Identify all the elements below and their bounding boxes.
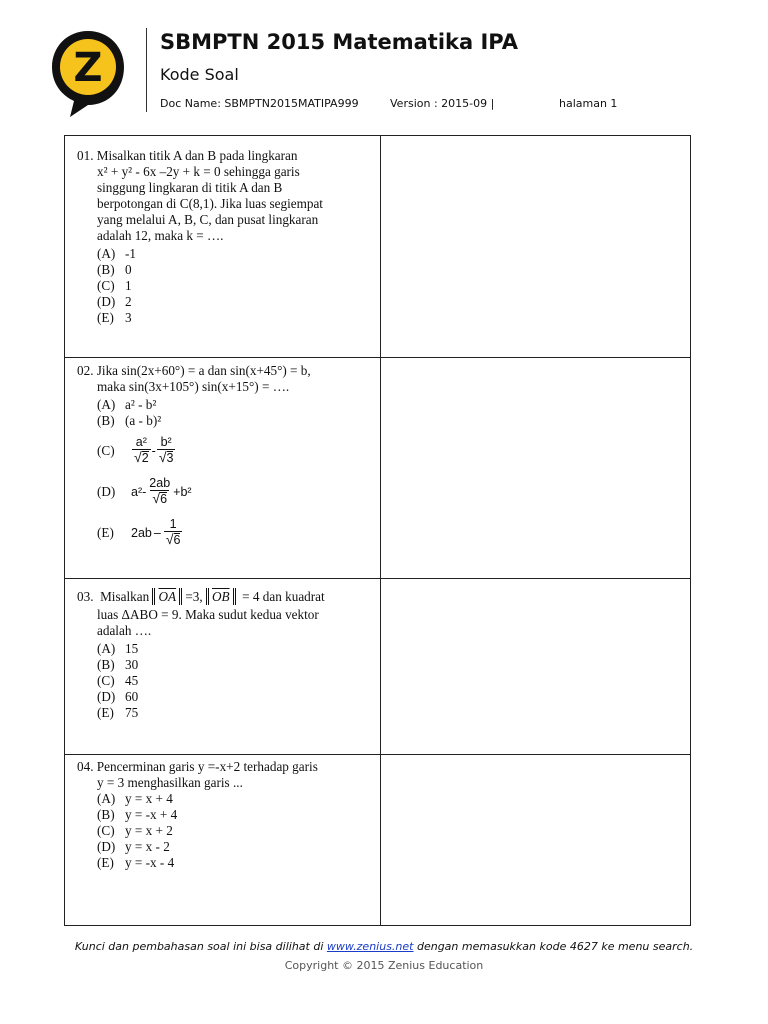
answer-option-e: (E) 75 xyxy=(97,705,139,720)
answer-option-b: (B) (a - b)² xyxy=(97,413,162,428)
question-number: 02. xyxy=(77,363,94,378)
row-divider xyxy=(65,578,690,579)
question-line: luas ΔABO = 9. Maka sudut kedua vektor xyxy=(97,607,319,622)
answer-option-a: (A) 15 xyxy=(97,641,139,656)
question-line: Pencerminan garis y =-x+2 terhadap garis xyxy=(96,759,318,774)
answer-option-e: (E) 2ab – 1 √ 6 xyxy=(97,517,181,547)
answer-option-e: (E) y = -x - 4 xyxy=(97,855,175,870)
footer-note: Kunci dan pembahasan soal ini bisa dilihat di www.zenius.net dengan memasukkan kode 4627 ke menu search. xyxy=(74,940,694,953)
zenius-logo-icon xyxy=(48,27,128,119)
question-02 xyxy=(77,363,367,548)
answer-option-a: (A) -1 xyxy=(97,246,136,261)
question-number: 01. xyxy=(77,148,94,163)
answer-option-d: (D) y = x - 2 xyxy=(97,839,170,854)
fraction: 1 √ 6 xyxy=(165,517,181,547)
question-line: Jika sin(2x+60°) = a dan sin(x+45°) = b, xyxy=(96,363,311,378)
answer-option-c: (C) 45 xyxy=(97,673,139,688)
column-divider xyxy=(380,136,381,925)
page-number: halaman 1 xyxy=(559,97,618,110)
question-line: adalah …. xyxy=(97,623,152,638)
zenius-link[interactable]: www.zenius.net xyxy=(326,940,414,953)
answer-option-b: (B) 30 xyxy=(97,657,139,672)
question-line: berpotongan di C(8,1). Jika luas segiempat xyxy=(97,196,323,211)
question-03: 03. Misalkan $\overline{OA} =3$, $\overline{OB} = 4$ dan kuadrat luas ΔABO = 9. Maka sudut kedua vektor adalah …. (A) 15 (B) 30 (C) 45 (D) 60 (E) 75 xyxy=(77,587,367,721)
fraction: b² √ 3 xyxy=(158,435,174,465)
vector-norm-ob: $\overline{OB}$ xyxy=(206,588,236,605)
answer-option-e: (E) 3 xyxy=(97,310,132,325)
doc-name: Doc Name: SBMPTN2015MATIPA999 xyxy=(160,97,359,110)
question-number: 04. xyxy=(77,759,94,774)
question-line: singgung lingkaran di titik A dan B xyxy=(97,180,283,195)
logo-letter: Z xyxy=(73,45,103,91)
answer-option-c: (C) 1 xyxy=(97,278,132,293)
question-table xyxy=(64,135,691,926)
page-title: SBMPTN 2015 Matematika IPA xyxy=(160,30,519,54)
question-number: 03. xyxy=(77,589,94,604)
answer-option-c: (C) y = x + 2 xyxy=(97,823,173,838)
answer-option-b: (B) 0 xyxy=(97,262,132,277)
fraction: 2ab √ 6 xyxy=(149,476,171,506)
row-divider xyxy=(65,754,690,755)
question-line: x² + y² - 6x –2y + k = 0 sehingga garis xyxy=(97,164,300,179)
header-divider xyxy=(146,28,147,112)
question-line: Misalkan titik A dan B pada lingkaran xyxy=(96,148,298,163)
answer-option-b: (B) y = -x + 4 xyxy=(97,807,178,822)
answer-option-d: (D) a² - 2ab √ 6 +b² xyxy=(97,476,192,506)
answer-option-d: (D) 2 xyxy=(97,294,132,309)
question-04 xyxy=(77,759,367,871)
vector-norm-oa: $\overline{OA}$ xyxy=(152,588,182,605)
fraction: a² √ 2 xyxy=(134,435,149,465)
answer-option-c: (C) a² √ 2 - b² √ 3 xyxy=(97,435,174,465)
row-divider xyxy=(65,357,690,358)
copyright: Copyright © 2015 Zenius Education xyxy=(284,959,484,972)
doc-version: Version : 2015-09 | xyxy=(390,97,495,110)
answer-option-d: (D) 60 xyxy=(97,689,139,704)
question-line: adalah 12, maka k = …. xyxy=(97,228,224,243)
answer-option-a: (A) y = x + 4 xyxy=(97,791,173,806)
question-01 xyxy=(77,148,367,326)
answer-option-a: (A) a² - b² xyxy=(97,397,157,412)
page-subtitle: Kode Soal xyxy=(160,65,239,84)
question-line: yang melalui A, B, C, dan pusat lingkaran xyxy=(97,212,319,227)
question-line: maka sin(3x+105°) sin(x+15°) = …. xyxy=(97,379,290,394)
question-line: y = 3 menghasilkan garis ... xyxy=(97,775,243,790)
